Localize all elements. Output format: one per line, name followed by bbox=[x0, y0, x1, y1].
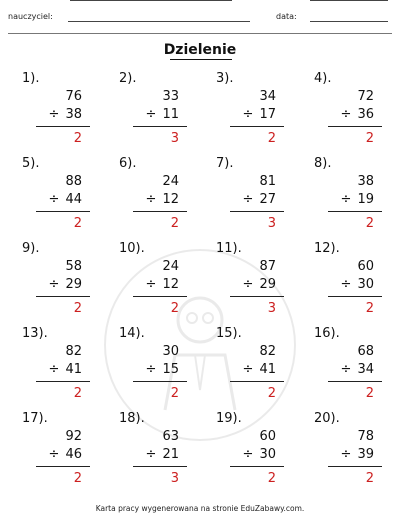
answer: 3 bbox=[267, 301, 276, 316]
divisor-row bbox=[146, 447, 179, 462]
divisor: 34 bbox=[357, 362, 374, 377]
result-line bbox=[133, 126, 187, 127]
result-line bbox=[133, 296, 187, 297]
problem-number: 3). bbox=[216, 71, 234, 86]
problem-number: 7). bbox=[216, 156, 234, 171]
result-line bbox=[133, 211, 187, 212]
result-line bbox=[230, 126, 284, 127]
problem-number: 8). bbox=[314, 156, 332, 171]
page-title: Dzielenie bbox=[163, 42, 237, 58]
dividend: 30 bbox=[162, 344, 179, 359]
problem-number: 17). bbox=[22, 411, 48, 426]
divisor-row bbox=[243, 362, 276, 377]
dividend: 87 bbox=[259, 259, 276, 274]
header-divider bbox=[8, 33, 392, 34]
result-line bbox=[133, 466, 187, 467]
result-line bbox=[36, 381, 90, 382]
answer: 2 bbox=[365, 301, 374, 316]
dividend: 72 bbox=[357, 89, 374, 104]
dividend: 33 bbox=[162, 89, 179, 104]
divide-sign: ÷ bbox=[145, 277, 157, 292]
title-underline bbox=[170, 59, 232, 60]
divisor-row bbox=[341, 277, 374, 292]
dividend: 68 bbox=[357, 344, 374, 359]
divisor: 29 bbox=[65, 277, 82, 292]
divide-sign: ÷ bbox=[340, 192, 352, 207]
answer: 2 bbox=[365, 386, 374, 401]
problem-item bbox=[214, 71, 284, 153]
footer-text: Karta pracy wygenerowana na stronie EduZabawy.com. bbox=[95, 504, 305, 513]
divide-sign: ÷ bbox=[145, 362, 157, 377]
problem-number: 14). bbox=[119, 326, 145, 341]
problem-number: 11). bbox=[216, 241, 242, 256]
divisor-row bbox=[146, 192, 179, 207]
answer: 2 bbox=[73, 216, 82, 231]
divisor-row bbox=[49, 362, 82, 377]
divide-sign: ÷ bbox=[48, 192, 60, 207]
divisor: 27 bbox=[259, 192, 276, 207]
divisor-row bbox=[243, 192, 276, 207]
divide-sign: ÷ bbox=[242, 192, 254, 207]
result-line bbox=[328, 381, 382, 382]
problem-item bbox=[117, 411, 187, 493]
date-line bbox=[310, 21, 388, 22]
problem-item bbox=[20, 71, 90, 153]
dividend: 58 bbox=[65, 259, 82, 274]
problem-number: 16). bbox=[314, 326, 340, 341]
problem-number: 1). bbox=[22, 71, 40, 86]
divide-sign: ÷ bbox=[48, 447, 60, 462]
problem-item bbox=[117, 156, 187, 238]
problem-item bbox=[117, 241, 187, 323]
divisor-row bbox=[341, 192, 374, 207]
problem-item bbox=[214, 241, 284, 323]
problem-number: 10). bbox=[119, 241, 145, 256]
divisor: 46 bbox=[65, 447, 82, 462]
dividend: 34 bbox=[259, 89, 276, 104]
result-line bbox=[328, 126, 382, 127]
result-line bbox=[36, 296, 90, 297]
problem-number: 6). bbox=[119, 156, 137, 171]
divisor: 19 bbox=[357, 192, 374, 207]
divisor: 21 bbox=[162, 447, 179, 462]
divisor-row bbox=[243, 447, 276, 462]
problem-number: 20). bbox=[314, 411, 340, 426]
divide-sign: ÷ bbox=[48, 362, 60, 377]
answer: 2 bbox=[365, 131, 374, 146]
problem-number: 19). bbox=[216, 411, 242, 426]
divide-sign: ÷ bbox=[145, 192, 157, 207]
divide-sign: ÷ bbox=[242, 362, 254, 377]
divisor: 30 bbox=[357, 277, 374, 292]
divisor-row bbox=[341, 362, 374, 377]
divide-sign: ÷ bbox=[340, 447, 352, 462]
dividend: 81 bbox=[259, 174, 276, 189]
problem-item bbox=[20, 411, 90, 493]
problem-number: 5). bbox=[22, 156, 40, 171]
dividend: 76 bbox=[65, 89, 82, 104]
dividend: 88 bbox=[65, 174, 82, 189]
answer: 2 bbox=[73, 471, 82, 486]
divisor-row bbox=[49, 447, 82, 462]
divide-sign: ÷ bbox=[340, 362, 352, 377]
divisor-row bbox=[146, 362, 179, 377]
problem-item bbox=[117, 71, 187, 153]
divisor: 11 bbox=[162, 107, 179, 122]
result-line bbox=[36, 466, 90, 467]
divide-sign: ÷ bbox=[242, 447, 254, 462]
answer: 2 bbox=[73, 131, 82, 146]
answer: 2 bbox=[170, 386, 179, 401]
dividend: 60 bbox=[259, 429, 276, 444]
divisor-row bbox=[243, 107, 276, 122]
problem-item bbox=[312, 71, 382, 153]
divisor-row bbox=[341, 107, 374, 122]
divisor: 29 bbox=[259, 277, 276, 292]
divisor-row bbox=[243, 277, 276, 292]
result-line bbox=[328, 211, 382, 212]
problem-number: 2). bbox=[119, 71, 137, 86]
problem-item bbox=[312, 326, 382, 408]
problem-item bbox=[20, 156, 90, 238]
divide-sign: ÷ bbox=[48, 277, 60, 292]
answer: 2 bbox=[267, 386, 276, 401]
problem-item bbox=[312, 156, 382, 238]
result-line bbox=[230, 296, 284, 297]
result-line bbox=[230, 211, 284, 212]
divisor-row bbox=[146, 107, 179, 122]
divide-sign: ÷ bbox=[340, 107, 352, 122]
problem-item bbox=[20, 326, 90, 408]
divisor: 17 bbox=[259, 107, 276, 122]
divisor: 12 bbox=[162, 192, 179, 207]
result-line bbox=[230, 466, 284, 467]
problem-item bbox=[214, 156, 284, 238]
answer: 2 bbox=[73, 301, 82, 316]
divisor-row bbox=[49, 277, 82, 292]
dividend: 82 bbox=[65, 344, 82, 359]
divide-sign: ÷ bbox=[242, 107, 254, 122]
problem-item bbox=[214, 326, 284, 408]
answer: 2 bbox=[170, 301, 179, 316]
dividend: 24 bbox=[162, 174, 179, 189]
divisor: 12 bbox=[162, 277, 179, 292]
problem-number: 4). bbox=[314, 71, 332, 86]
dividend: 82 bbox=[259, 344, 276, 359]
divisor: 36 bbox=[357, 107, 374, 122]
answer: 3 bbox=[170, 131, 179, 146]
dividend: 78 bbox=[357, 429, 374, 444]
answer: 2 bbox=[267, 471, 276, 486]
divide-sign: ÷ bbox=[48, 107, 60, 122]
answer: 2 bbox=[267, 131, 276, 146]
dividend: 63 bbox=[162, 429, 179, 444]
top-line-left bbox=[70, 0, 232, 1]
answer: 2 bbox=[170, 216, 179, 231]
answer: 2 bbox=[365, 216, 374, 231]
divisor-row bbox=[49, 192, 82, 207]
divisor-row bbox=[341, 447, 374, 462]
result-line bbox=[36, 211, 90, 212]
problem-item bbox=[312, 411, 382, 493]
divisor: 30 bbox=[259, 447, 276, 462]
problem-number: 18). bbox=[119, 411, 145, 426]
divisor: 41 bbox=[65, 362, 82, 377]
answer: 3 bbox=[267, 216, 276, 231]
answer: 2 bbox=[365, 471, 374, 486]
result-line bbox=[328, 296, 382, 297]
divisor: 41 bbox=[259, 362, 276, 377]
divide-sign: ÷ bbox=[340, 277, 352, 292]
result-line bbox=[328, 466, 382, 467]
divide-sign: ÷ bbox=[242, 277, 254, 292]
dividend: 92 bbox=[65, 429, 82, 444]
dividend: 60 bbox=[357, 259, 374, 274]
divisor: 39 bbox=[357, 447, 374, 462]
date-label: data: bbox=[276, 12, 297, 21]
divide-sign: ÷ bbox=[145, 447, 157, 462]
problem-item bbox=[312, 241, 382, 323]
problem-item bbox=[117, 326, 187, 408]
dividend: 24 bbox=[162, 259, 179, 274]
result-line bbox=[230, 381, 284, 382]
teacher-line bbox=[68, 21, 250, 22]
problem-item bbox=[20, 241, 90, 323]
answer: 2 bbox=[73, 386, 82, 401]
problem-number: 13). bbox=[22, 326, 48, 341]
problem-number: 12). bbox=[314, 241, 340, 256]
top-line-right bbox=[310, 0, 388, 1]
divisor: 44 bbox=[65, 192, 82, 207]
problem-item bbox=[214, 411, 284, 493]
problem-number: 15). bbox=[216, 326, 242, 341]
divide-sign: ÷ bbox=[145, 107, 157, 122]
divisor: 15 bbox=[162, 362, 179, 377]
dividend: 38 bbox=[357, 174, 374, 189]
teacher-label: nauczyciel: bbox=[8, 12, 53, 21]
problem-number: 9). bbox=[22, 241, 40, 256]
divisor-row bbox=[49, 107, 82, 122]
divisor-row bbox=[146, 277, 179, 292]
answer: 3 bbox=[170, 471, 179, 486]
result-line bbox=[36, 126, 90, 127]
result-line bbox=[133, 381, 187, 382]
divisor: 38 bbox=[65, 107, 82, 122]
